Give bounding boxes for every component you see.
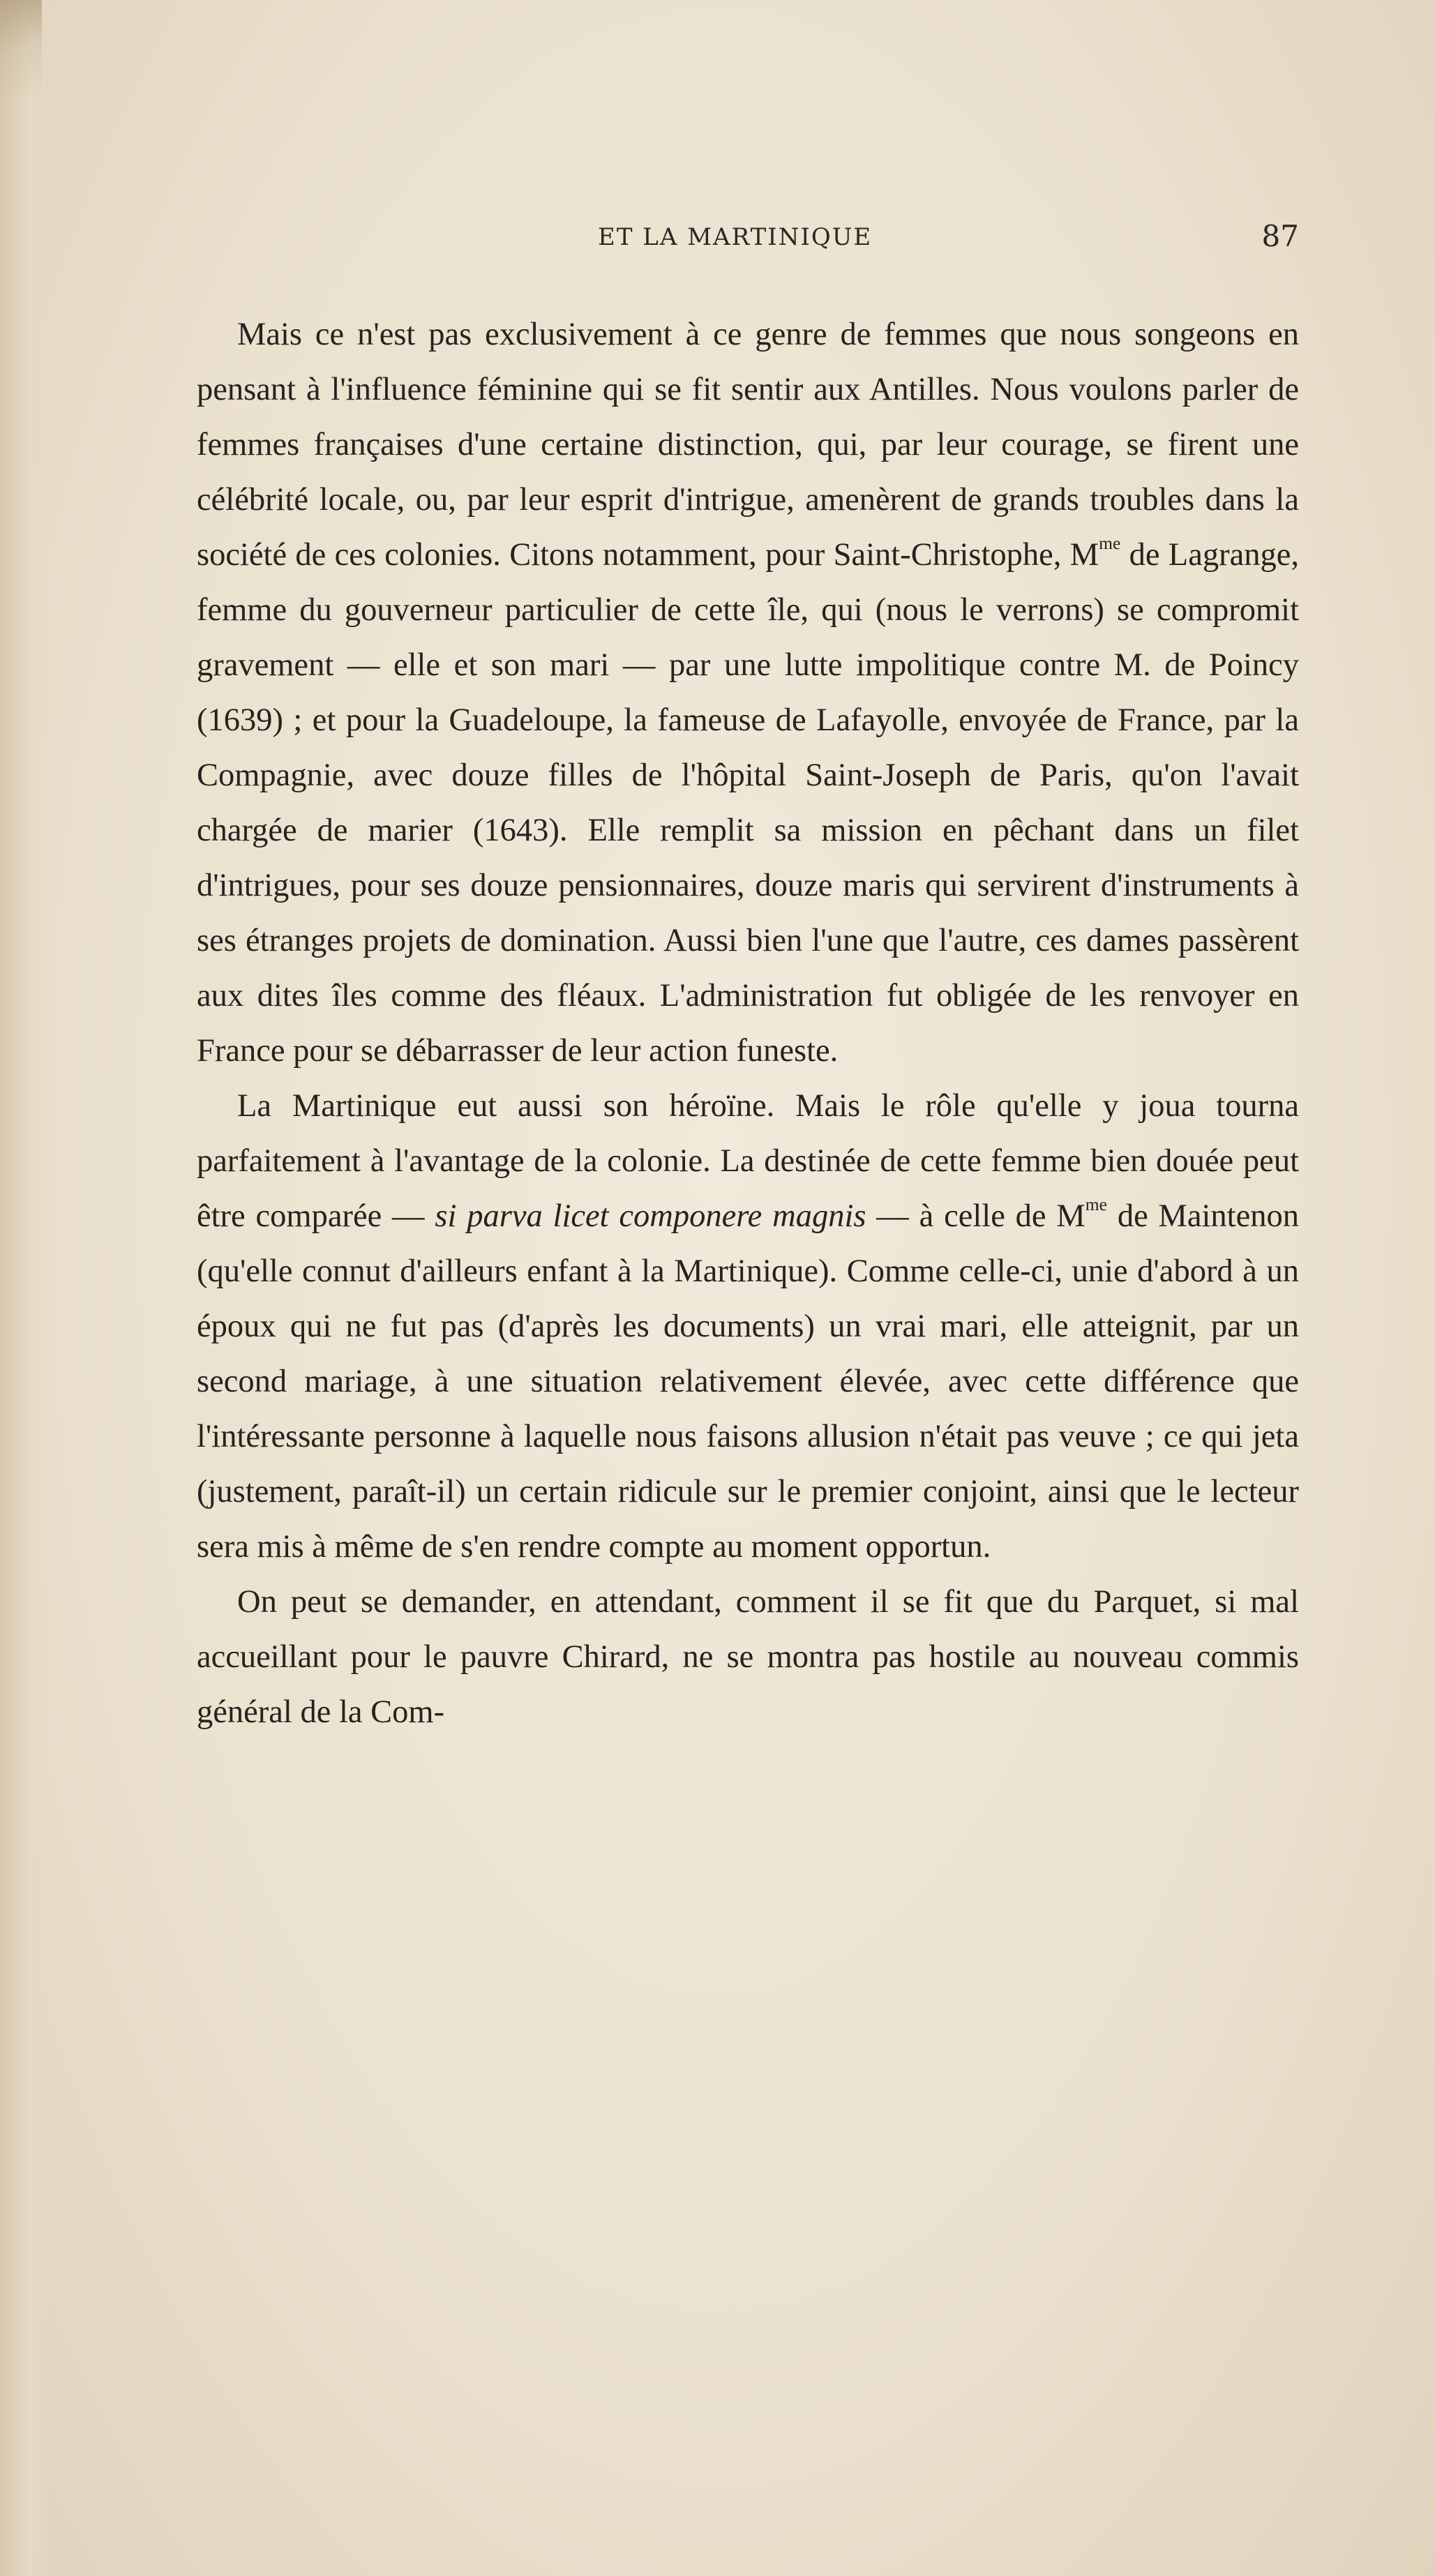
page-number: 87 (1261, 219, 1299, 253)
paragraph-3-text: On peut se demander, en attendant, comment il se fit que du Parquet, si mal accueillant pour le pauvre Chirard, ne se montra pas hostile au nouveau commis général de la Com- (197, 1584, 1299, 1730)
paragraph-2-text-a: La Martinique eut aussi son héroïne. Mais le rôle qu'elle y joua tourna parfaitement à l'avantage de la colonie. La destinée de cette femme bien douée peut être comparée — (197, 1088, 1299, 1234)
paragraph-2 (197, 1078, 1299, 1574)
latin-quotation: si parva licet componere magnis (435, 1198, 866, 1234)
paragraph-1-superscript: me (1099, 532, 1121, 553)
paragraph-2-text-c: de Maintenon (qu'elle connut d'ailleurs enfant à la Martinique). Comme celle-ci, unie d'abord à un époux qui ne fut pas (d'après les documents) un vrai mari, elle atteignit, par un second mariage, à une situation relativement élevée, avec cette différence que l'intéressante personne à laquelle nous faisons allusion n'était pas veuve ; ce qui jeta (justement, paraît-il) un certain ridicule sur le premier conjoint, ainsi que le lecteur sera mis à même de s'en rendre compte au moment opportun. (197, 1198, 1299, 1565)
paragraph-1 (197, 307, 1299, 1078)
corner-stain (0, 0, 42, 98)
paragraph-2-superscript: me (1085, 1193, 1107, 1214)
paragraph-2-text-b: — à celle de M (866, 1198, 1085, 1234)
paragraph-3 (197, 1574, 1299, 1740)
page-header (197, 218, 1299, 259)
paragraph-1-text-a: Mais ce n'est pas exclusivement à ce genre de femmes que nous songeons en pensant à l'influence féminine qui se fit sentir aux Antilles. Nous voulons parler de femmes françaises d'une certaine distinction, qui, par leur courage, se firent une célébrité locale, ou, par leur esprit d'intrigue, amenèrent de grands troubles dans la société de ces colonies. Citons notamment, pour Saint-Christophe, M (197, 317, 1299, 573)
running-title: ET LA MARTINIQUE (598, 223, 873, 251)
page-edge-shadow (0, 0, 49, 2576)
body-text (197, 307, 1299, 1740)
paragraph-1-text-b: de Lagrange, femme du gouverneur particulier de cette île, qui (nous le verrons) se compromit gravement — elle et son mari — par une lutte impolitique contre M. de Poincy (1639) ; et pour la Guadeloupe, la fameuse de Lafayolle, envoyée de France, par la Compagnie, avec douze filles de l'hôpital Saint-Joseph de Paris, qu'on l'avait chargée de marier (1643). Elle remplit sa mission en pêchant dans un filet d'intrigues, pour ses douze pensionnaires, douze maris qui servirent d'instruments à ses étranges projets de domination. Aussi bien l'une que l'autre, ces dames passèrent aux dites îles comme des fléaux. L'administration fut obligée de les renvoyer en France pour se débarrasser de leur action funeste. (197, 537, 1299, 1069)
